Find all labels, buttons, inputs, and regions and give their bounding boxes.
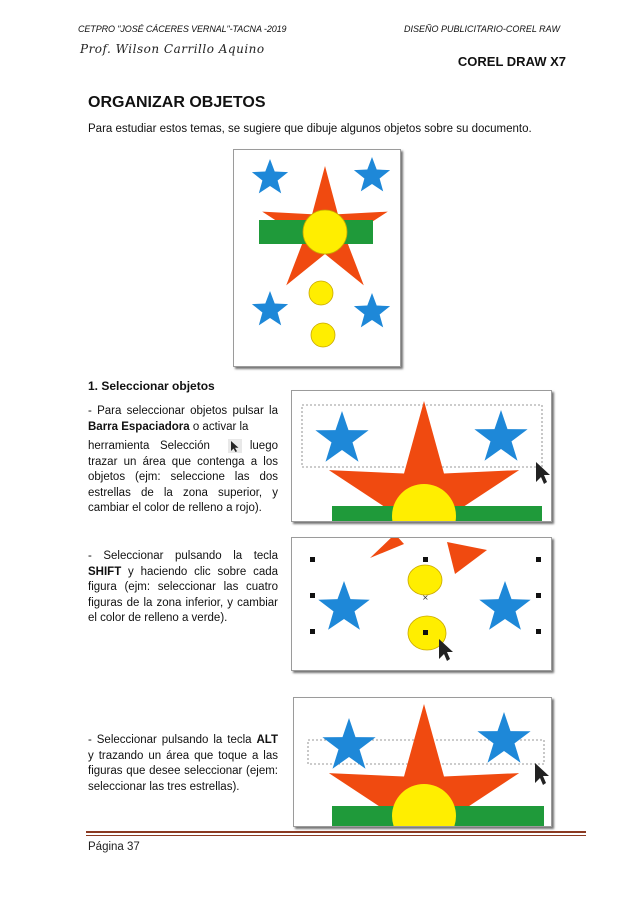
p3-text-a: - Seleccionar pulsando la tecla <box>88 734 257 746</box>
star-arm-left <box>370 538 404 558</box>
paragraph-3 <box>88 733 278 795</box>
arrow-pointer-icon <box>228 439 242 453</box>
mouse-cursor-icon <box>535 763 549 785</box>
course-name: COREL DRAW X7 <box>457 54 566 69</box>
p3-bold: ALT <box>256 734 278 746</box>
star-right <box>477 712 530 763</box>
big-yellow-circle <box>303 210 347 254</box>
page-title: ORGANIZAR OBJETOS <box>88 94 266 111</box>
p1-text-a: - Para seleccionar objetos pulsar la <box>88 405 278 417</box>
professor-signature: Prof. Wilson Carrillo Aquino <box>80 42 265 56</box>
selection-example-figure <box>291 390 552 522</box>
section-heading: 1. Seleccionar objetos <box>88 379 215 393</box>
mouse-cursor-icon <box>536 462 550 484</box>
star-right <box>474 410 527 461</box>
star-bottom-left <box>318 581 369 630</box>
star-top-left <box>252 159 288 193</box>
star-left <box>322 718 375 769</box>
intro-text: Para estudiar estos temas, se sugiere que dibuje algunos objetos sobre su documento. <box>88 123 532 135</box>
header-institution: CETPRO "JOSÉ CÁCERES VERNAL"-TACNA -2019 <box>78 24 287 34</box>
footer-rule-thin <box>86 835 586 836</box>
star-arm-right <box>447 542 487 574</box>
star-bottom-right <box>354 293 390 327</box>
small-circle-2 <box>311 323 335 347</box>
star-left <box>315 411 368 462</box>
mouse-cursor-icon <box>439 639 453 661</box>
small-circle-1 <box>309 281 333 305</box>
p1-text-e: luego trazar un área que contenga a los objetos (ejm: seleccione las dos estrellas de la zona superior, y cambiar el color de relleno a rojo). <box>88 440 278 515</box>
footer-rule <box>86 831 586 833</box>
page-number: Página 37 <box>88 841 140 853</box>
p1-bold: Barra Espaciadora <box>88 420 190 433</box>
p2-bold: SHIFT <box>88 565 122 578</box>
small-circle-1 <box>408 565 442 595</box>
svg-text:×: × <box>422 593 429 602</box>
shift-selection-figure <box>291 537 552 671</box>
paragraph-2 <box>88 549 278 627</box>
p2-text-a: - Seleccionar pulsando la tecla <box>88 550 278 562</box>
p3-text-c: y trazando un área que toque a las figuras que desee seleccionar (ejem: seleccionar las tres estrellas). <box>88 749 278 793</box>
star-bottom-right <box>479 581 530 630</box>
star-top-right <box>354 157 390 191</box>
alt-selection-figure <box>293 697 552 827</box>
star-bottom-left <box>252 291 288 325</box>
header-course-title: DISEÑO PUBLICITARIO-COREL RAW <box>403 24 560 34</box>
p1-text-c: o activar la <box>189 420 249 433</box>
paragraph-1 <box>88 404 278 517</box>
p1-tool-label: herramienta Selección <box>88 440 210 453</box>
p2-text-c: y haciendo clic sobre cada figura (ejm: seleccionar las cuatro figuras de la zona inferior, y cambiar el color de relleno a verde). <box>88 565 278 624</box>
composition-figure <box>233 149 401 367</box>
